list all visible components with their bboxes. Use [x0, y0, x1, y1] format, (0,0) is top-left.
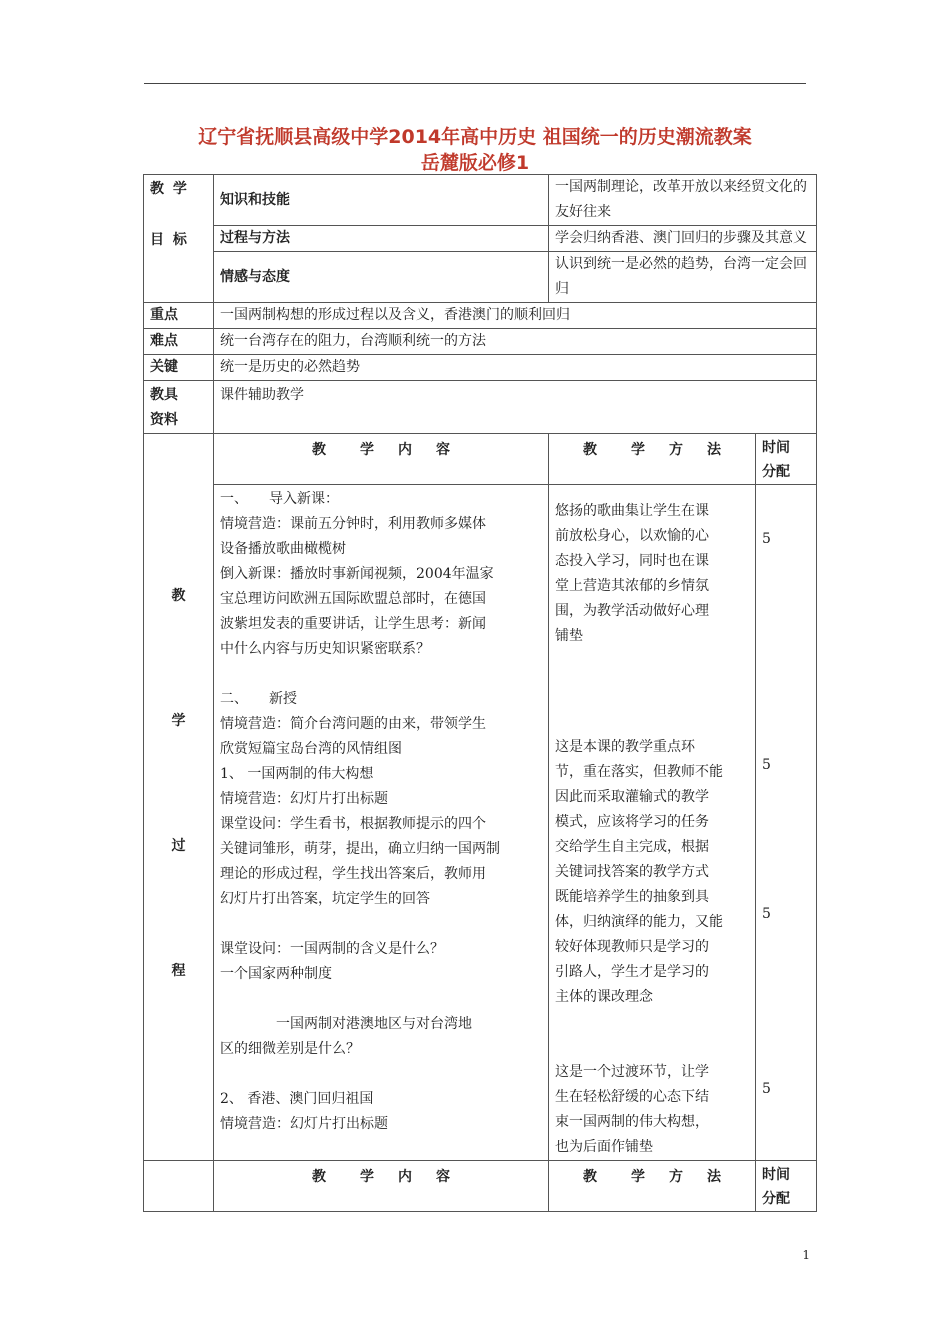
process-label-char: 程 [171, 963, 186, 979]
content-line: 情境营造：简介台湾问题的由来，带领学生 [220, 716, 486, 732]
content-line: 欣赏短篇宝岛台湾的风情组图 [220, 741, 402, 757]
tools-label-line1: 教具 [150, 387, 178, 403]
tools-value: 课件辅助教学 [214, 381, 817, 434]
info-label: 难点 [144, 329, 214, 355]
time-value: 5 [762, 906, 771, 922]
header-char: 方 [669, 442, 683, 458]
content-line: 一国两制对港澳地区与对台湾地 [220, 1016, 472, 1032]
tools-label [144, 381, 214, 434]
content-line: 情境营造：幻灯片打出标题 [220, 1116, 388, 1132]
header-char: 教 [312, 1169, 326, 1185]
lesson-plan-table [143, 174, 817, 1212]
time-header [756, 434, 817, 485]
goals-label-cell [144, 175, 214, 303]
content-line [220, 912, 542, 937]
goal-value: 认识到统一是必然的趋势，台湾一定会回归 [549, 252, 817, 303]
method-line: 这是一个过渡环节，让学 [555, 1064, 709, 1080]
time-header-line2: 分配 [762, 1191, 790, 1207]
time-header-line2: 分配 [762, 464, 790, 480]
content-cell [214, 485, 549, 1161]
method-line: 体，归纳演绎的能力，又能 [555, 914, 723, 930]
content-line: 情境营造：课前五分钟时，利用教师多媒体 [220, 516, 486, 532]
header-char: 学 [631, 442, 645, 458]
process-label-char: 教 [171, 588, 186, 604]
header-char: 教 [312, 442, 326, 458]
method-header-repeat [549, 1161, 756, 1212]
info-value: 一国两制构想的形成过程以及含义，香港澳门的顺利回归 [214, 303, 817, 329]
footer-empty-cell [144, 1161, 214, 1212]
content-line: 宝总理访问欧洲五国际欧盟总部时，在德国 [220, 591, 486, 607]
content-line: 1、 一国两制的伟大构想 [220, 766, 374, 782]
process-label-char: 学 [171, 713, 186, 729]
header-char: 内 [398, 1169, 412, 1185]
content-line: 幻灯片打出答案，坑定学生的回答 [220, 891, 430, 907]
document-title-line2: 岳麓版必修1 [420, 152, 530, 174]
time-header-line1: 时间 [762, 440, 790, 456]
method-line: 引路人，学生才是学习的 [555, 964, 709, 980]
method-cell [549, 485, 756, 1161]
header-char: 容 [436, 1169, 450, 1185]
content-line: 波紫坦发表的重要讲话，让学生思考：新闻 [220, 616, 486, 632]
method-header [549, 434, 756, 485]
method-line: 前放松身心，以欢愉的心 [555, 528, 709, 544]
method-line: 关键词找答案的教学方式 [555, 864, 709, 880]
header-char: 学 [631, 1169, 645, 1185]
content-line: 关键词雏形，萌芽，提出，确立归纳一国两制 [220, 841, 500, 857]
tools-label-line2: 资料 [150, 412, 178, 428]
content-line: 中什么内容与历史知识紧密联系？ [220, 641, 430, 657]
goal-name: 情感与态度 [214, 252, 549, 303]
method-line: 这是本课的教学重点环 [555, 739, 695, 755]
content-line: 课堂设问：学生看书，根据教师提示的四个 [220, 816, 486, 832]
method-line: 束一国两制的伟大构想， [555, 1114, 709, 1130]
method-line: 态投入学习，同时也在课 [555, 553, 709, 569]
goal-value: 学会归纳香港、澳门回归的步骤及其意义 [549, 226, 817, 252]
process-label-char: 过 [171, 838, 186, 854]
method-line: 也为后面作铺垫 [555, 1139, 653, 1155]
method-line: 生在轻松舒缓的心态下结 [555, 1089, 709, 1105]
goal-name: 过程与方法 [214, 226, 549, 252]
content-line: 情境营造：幻灯片打出标题 [220, 791, 388, 807]
goals-label-top: 教 学 [150, 181, 189, 197]
info-value: 统一是历史的必然趋势 [214, 355, 817, 381]
header-char: 法 [707, 442, 721, 458]
header-char: 学 [360, 1169, 374, 1185]
content-line: 二、 新授 [220, 691, 297, 707]
page-number: 1 [802, 1248, 810, 1262]
goal-value: 一国两制理论，改革开放以来经贸文化的友好往来 [549, 175, 817, 226]
time-value: 5 [762, 1081, 771, 1097]
content-line [220, 987, 542, 1012]
content-line: 2、 香港、澳门回归祖国 [220, 1091, 374, 1107]
header-char: 教 [583, 442, 597, 458]
content-line: 理论的形成过程，学生找出答案后，教师用 [220, 866, 486, 882]
method-line: 模式，应该将学习的任务 [555, 814, 709, 830]
info-value: 统一台湾存在的阻力，台湾顺利统一的方法 [214, 329, 817, 355]
goal-name: 知识和技能 [214, 175, 549, 226]
method-line: 交给学生自主完成，根据 [555, 839, 709, 855]
content-line [220, 1062, 542, 1087]
content-line [220, 662, 542, 687]
header-char: 教 [583, 1169, 597, 1185]
content-line: 倒入新课：播放时事新闻视频，2004年温家 [220, 566, 494, 582]
time-value: 5 [762, 531, 771, 547]
header-char: 学 [360, 442, 374, 458]
content-line: 课堂设问：一国两制的含义是什么？ [220, 941, 444, 957]
time-value: 5 [762, 757, 771, 773]
process-label-cell [144, 434, 214, 1161]
method-line: 围，为教学活动做好心理 [555, 603, 709, 619]
content-line: 一个国家两种制度 [220, 966, 332, 982]
document-title-line1: 辽宁省抚顺县高级中学2014年高中历史 祖国统一的历史潮流教案 [198, 126, 752, 148]
content-header [214, 434, 549, 485]
header-char: 法 [707, 1169, 721, 1185]
method-line: 因此而采取灌输式的教学 [555, 789, 709, 805]
method-line: 铺垫 [555, 628, 583, 644]
method-line: 堂上营造其浓郁的乡情氛 [555, 578, 709, 594]
method-line: 主体的课改理念 [555, 989, 653, 1005]
method-line: 悠扬的歌曲集让学生在课 [555, 503, 709, 519]
method-line: 既能培养学生的抽象到具 [555, 889, 709, 905]
info-label: 关键 [144, 355, 214, 381]
content-line: 区的细微差别是什么？ [220, 1041, 360, 1057]
content-line: 一、 导入新课： [220, 491, 339, 507]
content-header-repeat [214, 1161, 549, 1212]
time-cell [756, 485, 817, 1161]
time-header-line1: 时间 [762, 1167, 790, 1183]
time-header-repeat [756, 1161, 817, 1212]
header-rule [144, 83, 806, 84]
info-label: 重点 [144, 303, 214, 329]
content-line: 设备播放歌曲橄榄树 [220, 541, 346, 557]
header-char: 容 [436, 442, 450, 458]
goals-label-bottom: 目 标 [150, 232, 189, 248]
header-char: 内 [398, 442, 412, 458]
method-line: 节，重在落实，但教师不能 [555, 764, 723, 780]
header-char: 方 [669, 1169, 683, 1185]
method-line: 较好体现教师只是学习的 [555, 939, 709, 955]
